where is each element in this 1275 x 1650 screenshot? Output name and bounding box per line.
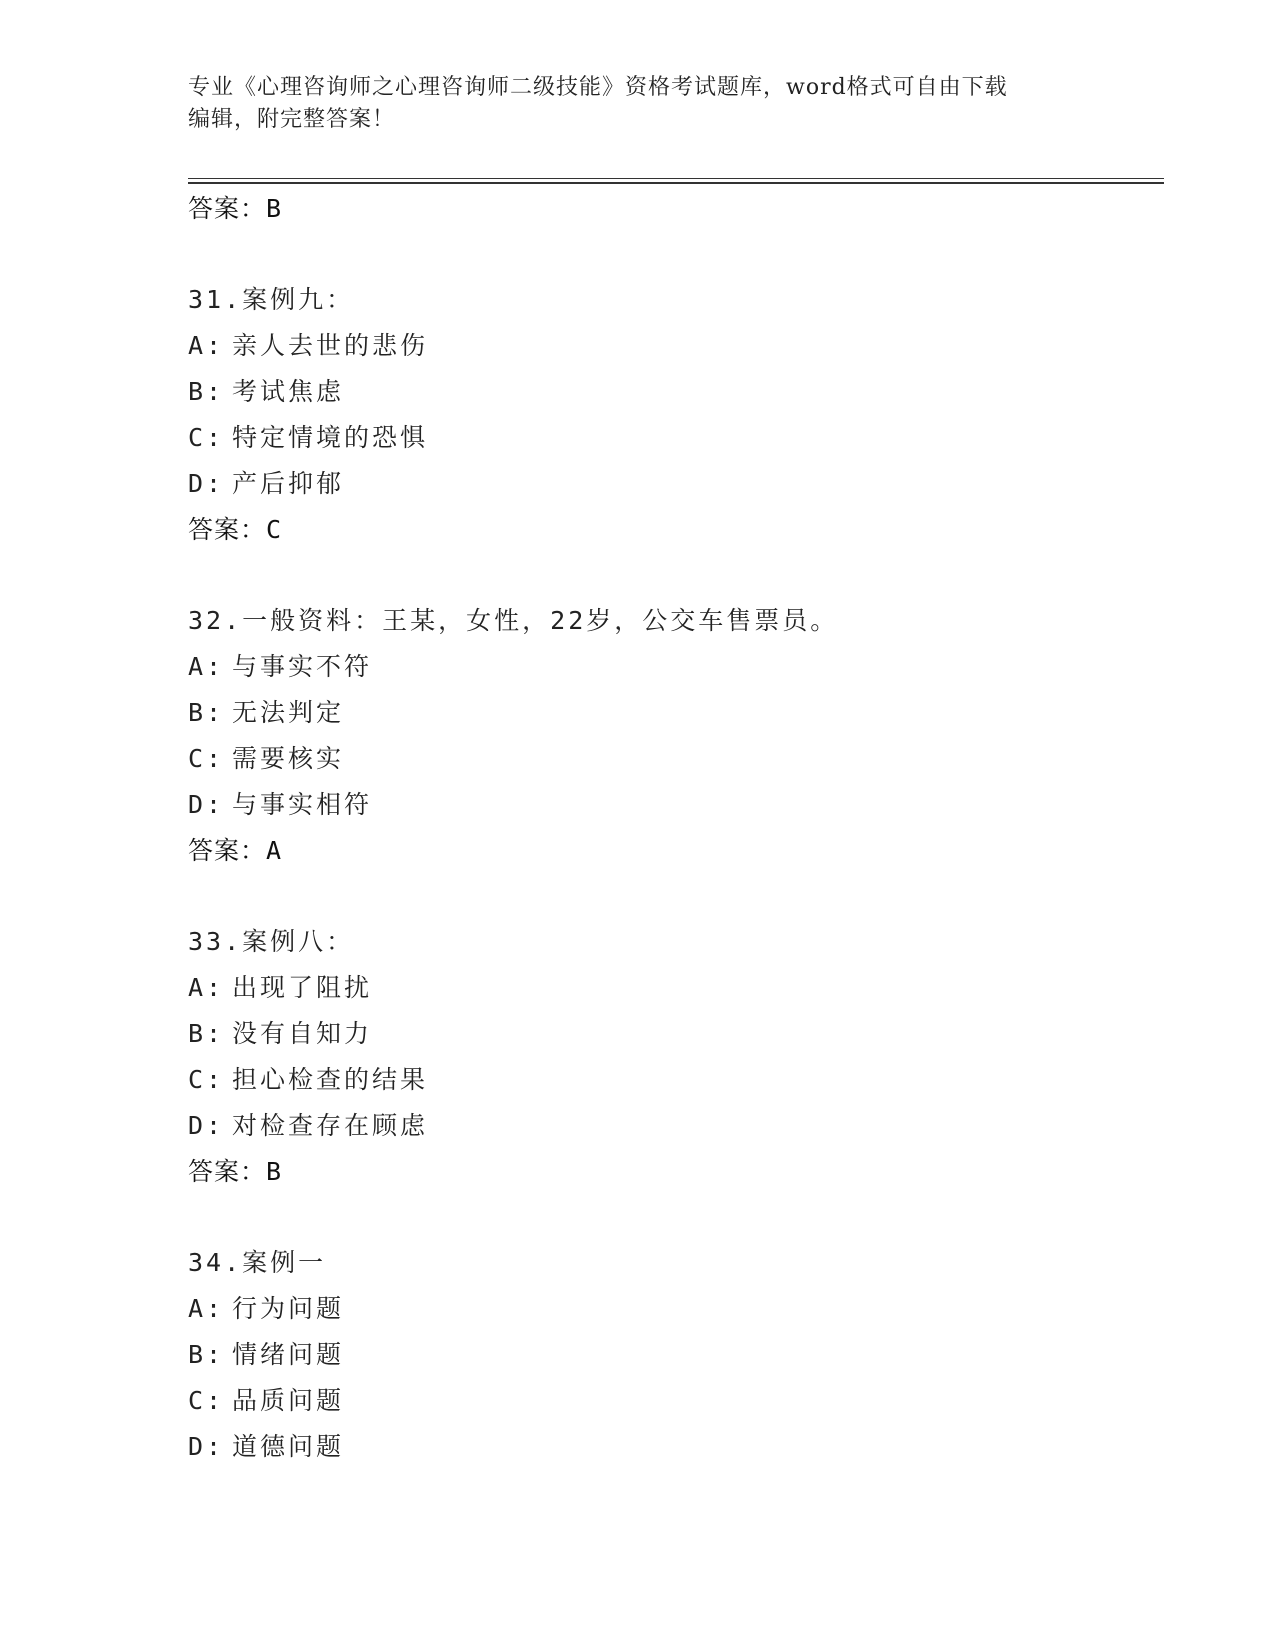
- option-text: 对检查存在顾虑: [232, 1111, 429, 1140]
- header-divider-thin: [188, 178, 1164, 179]
- option-key: D:: [188, 1111, 225, 1140]
- option-key: B:: [188, 1019, 225, 1048]
- option-text: 出现了阻扰: [232, 973, 373, 1002]
- option-d: [188, 1103, 1148, 1149]
- option-text: 道德问题: [232, 1432, 345, 1461]
- option-b: [188, 690, 1148, 736]
- option-key: C:: [188, 1065, 225, 1094]
- option-text: 与事实不符: [232, 652, 373, 681]
- option-d: [188, 782, 1148, 828]
- spacer: [188, 874, 1148, 919]
- spacer: [188, 232, 1148, 277]
- option-text: 情绪问题: [232, 1340, 345, 1369]
- question-block-33: [188, 919, 1148, 1195]
- answer-line: 答案：B: [188, 1157, 283, 1186]
- question-block-32: [188, 598, 1148, 874]
- previous-answer: 答案：B: [188, 194, 283, 223]
- option-c: [188, 1378, 1148, 1424]
- option-text: 亲人去世的悲伤: [232, 331, 429, 360]
- option-key: A:: [188, 973, 225, 1002]
- question-block-34: [188, 1240, 1148, 1470]
- option-key: D:: [188, 469, 225, 498]
- option-key: B:: [188, 1340, 225, 1369]
- option-key: A:: [188, 652, 225, 681]
- option-c: [188, 736, 1148, 782]
- question-title: 34.案例一: [188, 1248, 327, 1277]
- option-key: C:: [188, 423, 225, 452]
- option-text: 品质问题: [232, 1386, 345, 1415]
- header-line-1: 专业《心理咨询师之心理咨询师二级技能》资格考试题库，word格式可自由下载: [188, 75, 1008, 100]
- header-line-2: 编辑，附完整答案！: [188, 107, 396, 132]
- option-d: [188, 461, 1148, 507]
- option-text: 没有自知力: [232, 1019, 373, 1048]
- option-key: C:: [188, 1386, 225, 1415]
- option-c: [188, 1057, 1148, 1103]
- option-text: 特定情境的恐惧: [232, 423, 429, 452]
- option-a: [188, 323, 1148, 369]
- option-b: [188, 369, 1148, 415]
- option-a: [188, 1286, 1148, 1332]
- option-key: D:: [188, 1432, 225, 1461]
- option-text: 与事实相符: [232, 790, 373, 819]
- option-key: B:: [188, 698, 225, 727]
- option-key: B:: [188, 377, 225, 406]
- spacer: [188, 553, 1148, 598]
- option-key: A:: [188, 331, 225, 360]
- option-text: 需要核实: [232, 744, 345, 773]
- option-text: 无法判定: [232, 698, 345, 727]
- option-text: 担心检查的结果: [232, 1065, 429, 1094]
- option-a: [188, 644, 1148, 690]
- option-text: 行为问题: [232, 1294, 345, 1323]
- option-key: D:: [188, 790, 225, 819]
- option-b: [188, 1011, 1148, 1057]
- option-text: 考试焦虑: [232, 377, 345, 406]
- option-b: [188, 1332, 1148, 1378]
- question-block-31: [188, 277, 1148, 553]
- option-text: 产后抑郁: [232, 469, 345, 498]
- question-title: 31.案例九：: [188, 285, 355, 314]
- option-c: [188, 415, 1148, 461]
- option-key: A:: [188, 1294, 225, 1323]
- option-key: C:: [188, 744, 225, 773]
- spacer: [188, 1195, 1148, 1240]
- option-d: [188, 1424, 1148, 1470]
- document-header: [188, 72, 1088, 136]
- option-a: [188, 965, 1148, 1011]
- header-divider-thick: [188, 182, 1164, 184]
- question-title: 33.案例八：: [188, 927, 355, 956]
- answer-line: 答案：A: [188, 836, 283, 865]
- answer-line: 答案：C: [188, 515, 283, 544]
- question-title: 32.一般资料：王某，女性，22岁，公交车售票员。: [188, 606, 839, 635]
- question-list: [188, 186, 1148, 1470]
